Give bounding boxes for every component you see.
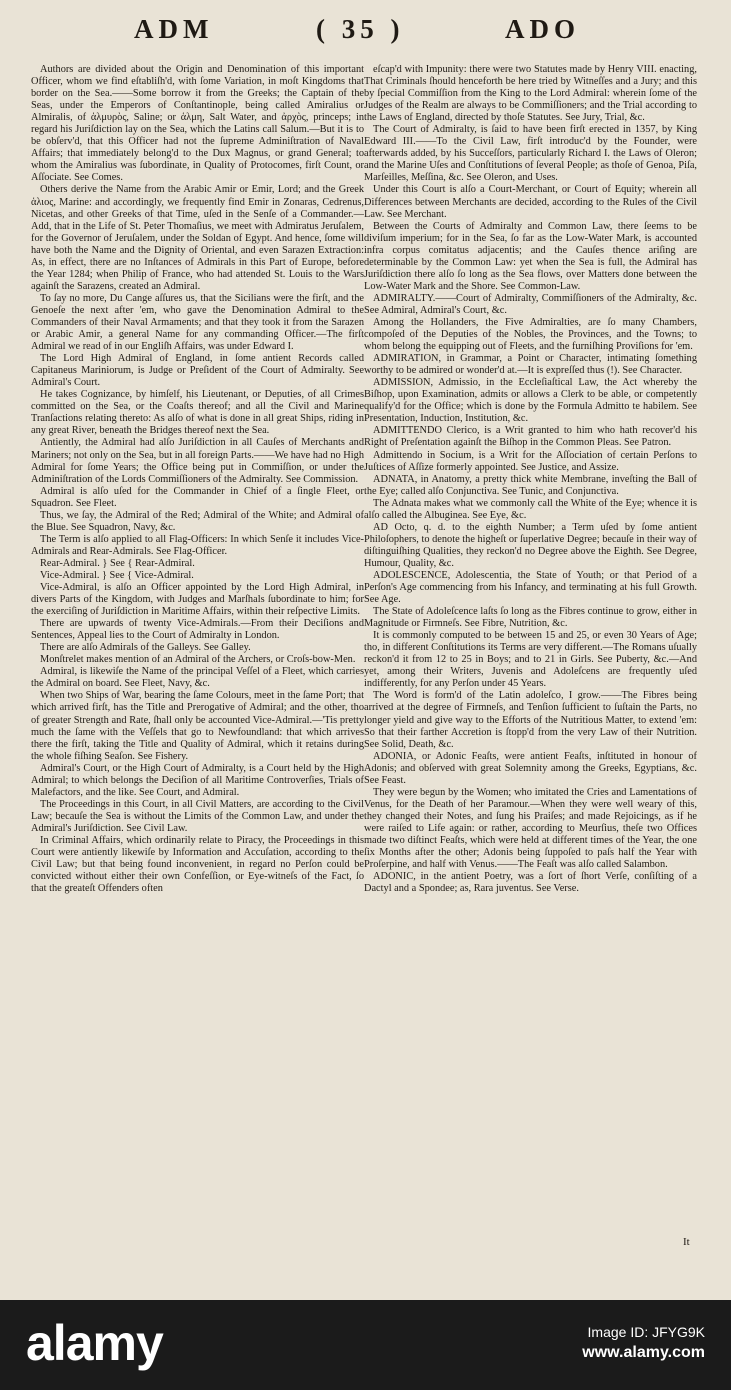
paragraph: ADMIRATION, in Grammar, a Point or Character, intimating ſomething worthy to be admired or wonder'd at.—It is expreſſed thus (!). See Character. <box>364 353 697 377</box>
paragraph: Others derive the Name from the Arabic Amir or Emir, Lord; and the Greek ἁλιος, Marine: and accordingly, we frequently find Emir in Zonaras, Cedrenus, Nicetas, and other Greeks of that Time, uſed in the Senſe of a Commander.—Add, that in the Life of St. Peter Thomaſius, we meet with Admiratus Jeruſalem, for the Governor of Jeruſalem, under the Soldan of Egypt. And hence, ſome will have both the Name and the Dignity of Oriental, and even Sarazen Extraction: As, in effect, there are no Inſtances of Admirals in this Part of Europe, before the Year 1284; when Philip of France, who had attended St. Louis to the Wars againſt the Sarazens, created an Admiral. <box>31 184 364 292</box>
left-column <box>31 64 364 1254</box>
paragraph: ADMISSION, Admissio, in the Eccleſiaſtical Law, the Act whereby the Biſhop, upon Examination, admits or allows a Clerk to be able, or competently qualify'd for the Office; which is done by the Formula Admitto te habilem. See Presentation, Induction, Institution, &c. <box>364 377 697 425</box>
paragraph: Authors are divided about the Origin and Denomination of this important Officer, whom we find eſtabliſh'd, with ſome Variation, in moſt Kingdoms that border on the Sea.——Some borrow it from the Greeks; the Captain of the Seas, under the Emperors of Conſtantinople, being called Amiralius or Almiralis, of ἁλμυρὸς, Saline; or ἁλμη, Salt Water, and ἀρχὸς, princeps; in regard his Juriſdiction lay on the Sea, which the Latins call Salum.—But it is to be obſerv'd, that this Officer had not the ſupreme Adminiſtration of Naval Affairs; that immediately belong'd to the Dux Magnus, or grand General; to whom the Amiralius was ſubordinate, in Quality of Protocomes, firſt Count, or Aſſociate. See Comes. <box>31 64 364 184</box>
paragraph: The Court of Admiralty, is ſaid to have been firſt erected in 1357, by King Edward III.——To the Civil Law, firſt introduc'd by the Founder, were afterwards added, by his Succeſſors, particularly Richard I. the Laws of Oleron; and the Marine Uſes and Conſtitutions of ſeveral People; as thoſe of Genoa, Piſa, Marſeilles, Meſſina, &c. See Oleron, and Uses. <box>364 124 697 184</box>
paragraph: The Adnata makes what we commonly call the White of the Eye; whence it is alſo called the Albuginea. See Eye, &c. <box>364 497 697 521</box>
header-right-word: ADO <box>505 14 580 44</box>
paragraph: Between the Courts of Admiralty and Common Law, there ſeems to be diviſum imperium; for in the Sea, ſo far as the Low-Water Mark, is accounted infra corpus comitatus adjacentis; and the Cauſes thence ariſing are determinable by the Common Law: yet when the Sea is full, the Admiral has Juriſdiction there alſo ſo long as the Sea flows, over Matters done between the Low-Water Mark and the Shore. See Common-Law. <box>364 220 697 292</box>
image-id-label: Image ID: JFYG9K <box>587 1324 705 1340</box>
paragraph: To ſay no more, Du Cange aſſures us, that the Sicilians were the firſt, and the Genoeſe the next after 'em, who gave the Denomination Admiral to the Commanders of their Naval Armaments; and that they took it from the Sarazen or Arabic Amir, a general Name for any commanding Officer.—The firſt Admiral we read of in our Engliſh Affairs, was under Edward I. <box>31 292 364 353</box>
paragraph: The Term is alſo applied to all Flag-Officers: In which Senſe it includes Vice-Admirals and Rear-Admirals. See Flag-Officer. <box>31 533 364 557</box>
paragraph: The Proceedings in this Court, in all Civil Matters, are according to the Civil Law; becauſe the Sea is without the Limits of the Common Law, and under the Admiral's Juriſdiction. See Civil Law. <box>31 798 364 834</box>
paragraph: Vice-Admiral, is alſo an Officer appointed by the Lord High Admiral, in divers Parts of the Kingdom, with Judges and Marſhals ſubordinate to him; for the exerciſing of Juriſdiction in Maritime Affairs, within their reſpective Limits. <box>31 582 364 618</box>
watermark-footer <box>0 1300 731 1390</box>
paragraph: ADMIRALTY.——Court of Admiralty, Commiſſioners of the Admiralty, &c. See Admiral, Admiral's Court, &c. <box>364 292 697 316</box>
paragraph: The State of Adoleſcence laſts ſo long as the Fibres continue to grow, either in Magnitude or Firmneſs. See Fibre, Nutrition, &c. <box>364 606 697 630</box>
paragraph: ADMITTENDO Clerico, is a Writ granted to him who hath recover'd his Right of Preſentation againſt the Biſhop in the Common Pleas. See Patron. <box>364 425 697 449</box>
paragraph: When two Ships of War, bearing the ſame Colours, meet in the ſame Port; that which arrived firſt, has the Title and Prerogative of Admiral; and the other, tho of greater Strength and Rate, ſhall only be accounted Vice-Admiral.—'Tis pretty much the ſame with the Veſſels that go to Newfoundland: that which arrives there the firſt, taking the Title and Quality of Admiral, which it retains during the whole fiſhing Seaſon. See Fishery. <box>31 690 364 762</box>
paragraph: There are alſo Admirals of the Galleys. See Galley. <box>40 642 251 654</box>
paragraph: Admittendo in Socium, is a Writ for the Aſſociation of certain Perſons to Juſtices of Aſſize formerly appointed. See Justice, and Assize. <box>364 449 697 473</box>
paragraph: They were begun by the Women; who imitated the Cries and Lamentations of Venus, for the Death of her Paramour.—When they were well weary of this, they changed their Notes, and ſung his Praiſes; and made Rejoicings, as if he were raiſed to Life again: or rather, according to Meurſius, theſe two Offices made two diſtinct Feaſts, which were held at different times of the Year, the one ſix Months after the other; Adonis being ſuppoſed to paſs half the Year with Proſerpine, and half with Venus.——The Feaſt was alſo called Salambon. <box>364 786 697 871</box>
right-column <box>364 64 697 1254</box>
paragraph: ADOLESCENCE, Adolescentia, the State of Youth; or that Period of a Perſon's Age commencing from his Infancy, and terminating at his full Growth. See Age. <box>364 569 697 606</box>
paragraph: ADNATA, in Anatomy, a pretty thick white Membrane, inveſting the Ball of the Eye; called alſo Conjunctiva. See Tunic, and Conjunctiva. <box>364 473 697 497</box>
paragraph: There are upwards of twenty Vice-Admirals.—From their Deciſions and Sentences, Appeal lies to the Court of Admiralty in London. <box>31 618 364 642</box>
paragraph: ADONIC, in the antient Poetry, was a ſort of ſhort Verſe, conſiſting of a Dactyl and a Spondee; as, Rara juventus. See Verse. <box>364 871 697 895</box>
paragraph: It is commonly computed to be between 15 and 25, or even 30 Years of Age; tho, in different Conſtitutions its Terms are very different.—The Romans uſually reckon'd it from 12 to 25 in Boys; and to 21 in Girls. See Puberty, &c.—And yet, among their Writers, Juvenis and Adoleſcens are frequently uſed indifferently, for any Perſon under 45 Years. <box>364 630 697 690</box>
paragraph: ADONIA, or Adonic Feaſts, were antient Feaſts, inſtituted in honour of Adonis; and obſerved with great Solemnity among the Greeks, Egyptians, &c. See Feast. <box>364 750 697 786</box>
paragraph: Admiral is alſo uſed for the Commander in Chief of a ſingle Fleet, or Squadron. See Fleet. <box>31 485 364 509</box>
alamy-logo <box>26 1314 163 1372</box>
paragraph: The Word is form'd of the Latin adoleſco, I grow.——The Fibres being arrived at the degree of Firmneſs, and Tenſion ſufficient to ſuſtain the Parts, no longer yield and give way to the Efforts of the Nutritious Matter, to extend 'em: So that their farther Accretion is ſtopp'd from the very Law of their Nutrition. See Solid, Death, &c. <box>364 690 697 750</box>
paragraph: Admiral, is likewiſe the Name of the principal Veſſel of a Fleet, which carries the Admiral on board. See Fleet, Navy, &c. <box>31 666 364 690</box>
paragraph: Antiently, the Admiral had alſo Juriſdiction in all Cauſes of Merchants and Mariners; not only on the Sea, but in all foreign Parts.——We have had no High Admiral for ſome Years; the Office being put in Commiſſion, or under the Adminiſtration of the Lords Commiſſioners of the Admiralty. See Commission. <box>31 437 364 485</box>
paragraph: In Criminal Affairs, which ordinarily relate to Piracy, the Proceedings in this Court were antiently likewiſe by Information and Accuſation, according to the Civil Law; but that being found inconvenient, in regard no Perſon could be convicted without either their own Confeſſion, or Eye-witneſs of the Fact, ſo that the greateſt Offenders often <box>31 835 364 895</box>
paragraph: Rear-Admiral. } See { Rear-Admiral. <box>40 557 195 569</box>
page-header <box>0 14 731 58</box>
paragraph: eſcap'd with Impunity: there were two Statutes made by Henry VIII. enacting, That Criminals ſhould henceforth be here tried by Witneſſes and a Jury; and this by ſpecial Commiſſion from the King to the Lord Admiral: wherein ſome of the Judges of the Realm are always to be Commiſſioners; and the Trial according to the Laws of England, directed by thoſe Statutes. See Jury, Trial, &c. <box>364 64 697 124</box>
page-number: ( 35 ) <box>316 14 405 44</box>
catchword: It <box>683 1236 690 1248</box>
logo-text: alamy <box>26 1315 163 1371</box>
paragraph: Among the Hollanders, the Five Admiralties, are ſo many Chambers, compoſed of the Deputies of the Nobles, the Provinces, and the Towns; to whom belong the equipping out of Fleets, and the furniſhing Proviſions for 'em. <box>364 316 697 353</box>
paragraph: The Lord High Admiral of England, in ſome antient Records called Capitaneus Mariniorum, is Judge or Preſident of the Court of Admiralty. See Admiral's Court. <box>31 353 364 389</box>
paragraph: Vice-Admiral. } See { Vice-Admiral. <box>40 569 194 581</box>
paragraph: Monſtrelet makes mention of an Admiral of the Archers, or Croſs-bow-Men. <box>40 654 356 666</box>
site-url: www.alamy.com <box>582 1344 705 1361</box>
paragraph: Thus, we ſay, the Admiral of the Red; Admiral of the White; and Admiral of the Blue. See Squadron, Navy, &c. <box>31 509 364 533</box>
paragraph: He takes Cognizance, by himſelf, his Lieutenant, or Deputies, of all Crimes committed on the Sea, or the Coaſts thereof; and all the Civil and Marine Tranſactions relating thereto: As alſo of what is done in all great Ships, riding in any great River, beneath the Bridges thereof next the Sea. <box>31 389 364 437</box>
paragraph: Admiral's Court, or the High Court of Admiralty, is a Court held by the High Admiral; to which belongs the Deciſion of all Maritime Controverſies, Trials of Malefactors, and the like. See Court, and Admiral. <box>31 762 364 798</box>
paragraph: AD Octo, q. d. to the eighth Number; a Term uſed by ſome antient Philoſophers, to denote the higheſt or ſuperlative Degree; becauſe in their way of diſtinguiſhing Qualities, they reckon'd no Degree above the Eighth. See Degree, Humour, Quality, &c. <box>364 521 697 569</box>
header-left-word: ADM <box>134 14 214 44</box>
paragraph: Under this Court is alſo a Court-Merchant, or Court of Equity; wherein all Differences between Merchants are decided, according to the Rules of the Civil Law. See Merchant. <box>364 184 697 220</box>
